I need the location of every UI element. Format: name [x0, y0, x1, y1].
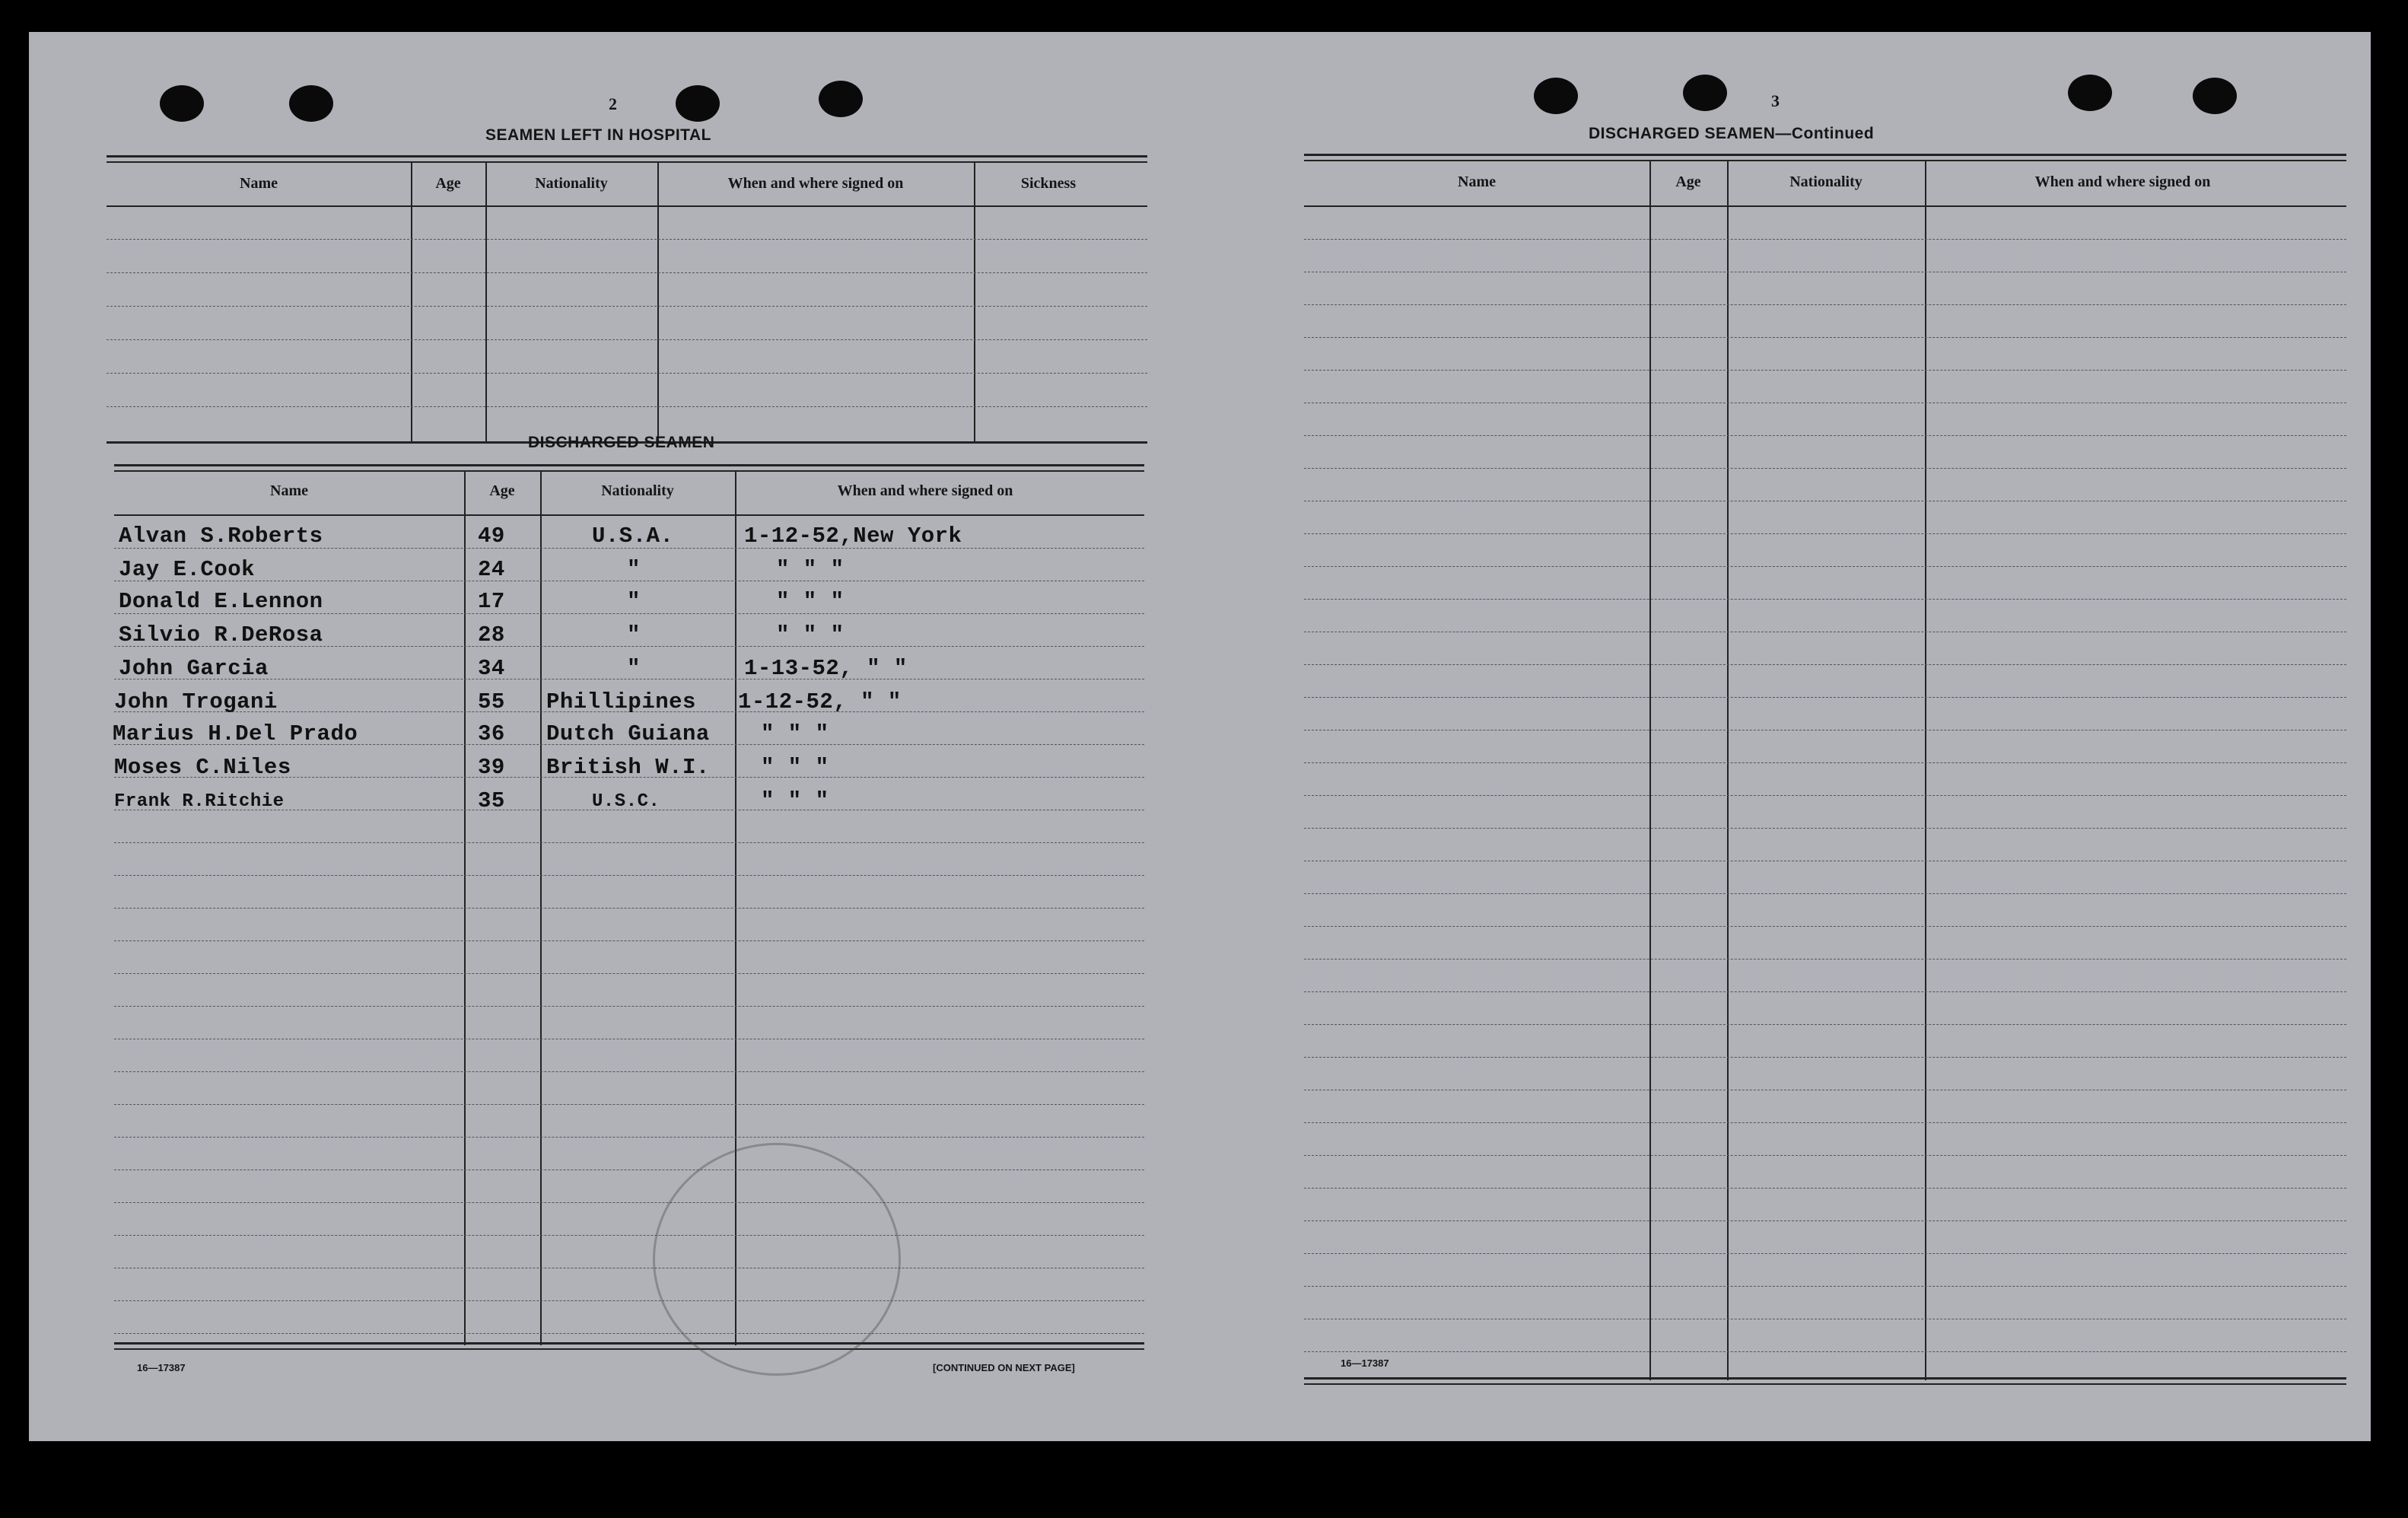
ruled-line [1304, 1351, 2346, 1352]
ruled-line [114, 875, 1144, 876]
ruled-line [1304, 664, 2346, 665]
ruled-line [114, 973, 1144, 974]
seaman-age: 39 [478, 755, 505, 780]
ruled-line [114, 842, 1144, 843]
ruled-line [1304, 926, 2346, 927]
ruled-line [114, 1006, 1144, 1007]
seaman-nationality: U.S.A. [592, 524, 674, 549]
ruled-line [1304, 239, 2346, 240]
seaman-age: 28 [478, 622, 505, 648]
hospital-col-sickness: Sickness [1020, 175, 1077, 192]
ruled-line [114, 1300, 1144, 1301]
seaman-age: 36 [478, 721, 505, 746]
ruled-line [114, 908, 1144, 909]
ruled-line [114, 1071, 1144, 1072]
ruled-line [114, 1202, 1144, 1203]
right-page [1201, 32, 2371, 1441]
discharged-col-nationality: Nationality [601, 482, 674, 499]
ruled-line [1304, 1024, 2346, 1025]
ruled-line [1304, 468, 2346, 469]
seaman-age: 35 [478, 788, 505, 813]
seaman-age: 17 [478, 589, 505, 614]
ruled-line [1304, 991, 2346, 992]
ruled-line [1304, 599, 2346, 600]
discharged-continued-title [1589, 125, 1874, 143]
ruled-line [1304, 1188, 2346, 1189]
continued-col-signed-on: When and where signed on [2034, 173, 2211, 190]
seaman-signed-on: " " " [761, 755, 829, 780]
ruled-line [1304, 533, 2346, 534]
document-sheet [29, 32, 2371, 1441]
seaman-signed-on: 1-12-52,New York [744, 524, 962, 549]
continued-col-age: Age [1675, 173, 1701, 190]
faint-stamp [653, 1143, 901, 1376]
ruled-line [1304, 795, 2346, 796]
ruled-line [1304, 370, 2346, 371]
form-number: 16—17387 [1341, 1357, 1389, 1369]
hospital-col-signed-on: When and where signed on [727, 175, 904, 192]
discharged-col-name: Name [270, 482, 308, 499]
ruled-line [114, 1333, 1144, 1334]
seaman-age: 49 [478, 524, 505, 549]
hospital-col-age: Age [435, 175, 461, 192]
discharged-col-signed-on: When and where signed on [837, 482, 1013, 499]
seaman-age: 34 [478, 656, 505, 681]
ruled-line [1304, 1253, 2346, 1254]
seaman-signed-on: " " " [761, 721, 829, 746]
ruled-line [1304, 1220, 2346, 1221]
seaman-nationality: Phillipines [546, 689, 696, 714]
ruled-line [1304, 828, 2346, 829]
continued-col-nationality: Nationality [1789, 173, 1862, 190]
ruled-line [1304, 566, 2346, 567]
ruled-line [114, 940, 1144, 941]
seaman-name: John Trogani [114, 689, 278, 714]
seaman-nationality: U.S.C. [592, 791, 660, 812]
seaman-signed-on: " " " [776, 589, 845, 614]
seaman-signed-on: " " " [761, 788, 829, 813]
seaman-nationality: Dutch Guiana [546, 721, 710, 746]
seaman-signed-on: " " " [776, 557, 845, 582]
hospital-col-name: Name [240, 175, 278, 192]
hospital-col-nationality: Nationality [535, 175, 608, 192]
seaman-nationality: British W.I. [546, 755, 710, 780]
seaman-name: John Garcia [119, 656, 269, 681]
ruled-line [1304, 1057, 2346, 1058]
seaman-name: Alvan S.Roberts [119, 524, 323, 549]
page-number: 3 [1771, 91, 1780, 110]
seaman-name: Donald E.Lennon [119, 589, 323, 614]
seaman-signed-on: " " " [776, 622, 845, 648]
discharged-section-title: DISCHARGED SEAMEN [528, 434, 715, 451]
page-number: 2 [609, 94, 617, 113]
seaman-nationality: " [627, 589, 641, 614]
ruled-line [1304, 1286, 2346, 1287]
title-main: DISCHARGED SEAMEN [1589, 125, 1776, 142]
discharged-col-age: Age [489, 482, 515, 499]
title-suffix: —Continued [1775, 125, 1875, 142]
continued-note: [CONTINUED ON NEXT PAGE] [933, 1362, 1075, 1373]
seaman-age: 24 [478, 557, 505, 582]
ruled-line [1304, 304, 2346, 305]
ruled-line [1304, 697, 2346, 698]
hospital-section-title: SEAMEN LEFT IN HOSPITAL [485, 126, 711, 144]
ruled-line [1304, 337, 2346, 338]
seaman-nationality: " [627, 557, 641, 582]
seaman-name: Frank R.Ritchie [114, 791, 285, 812]
seaman-name: Silvio R.DeRosa [119, 622, 323, 648]
continued-col-name: Name [1458, 173, 1496, 190]
seaman-nationality: " [627, 622, 641, 648]
ruled-line [1304, 893, 2346, 894]
seaman-age: 55 [478, 689, 505, 714]
ruled-line [1304, 1155, 2346, 1156]
seaman-name: Marius H.Del Prado [113, 721, 358, 746]
seaman-name: Jay E.Cook [119, 557, 256, 582]
ruled-line [1304, 1122, 2346, 1123]
ruled-line [1304, 435, 2346, 436]
seaman-signed-on: 1-12-52, " " [738, 689, 902, 714]
form-number: 16—17387 [137, 1362, 186, 1373]
seaman-name: Moses C.Niles [114, 755, 291, 780]
seaman-signed-on: 1-13-52, " " [744, 656, 908, 681]
left-page [29, 32, 1201, 1441]
ruled-line [114, 1137, 1144, 1138]
ruled-line [114, 1235, 1144, 1236]
ruled-line [114, 1104, 1144, 1105]
seaman-nationality: " [627, 656, 641, 681]
ruled-line [1304, 762, 2346, 763]
